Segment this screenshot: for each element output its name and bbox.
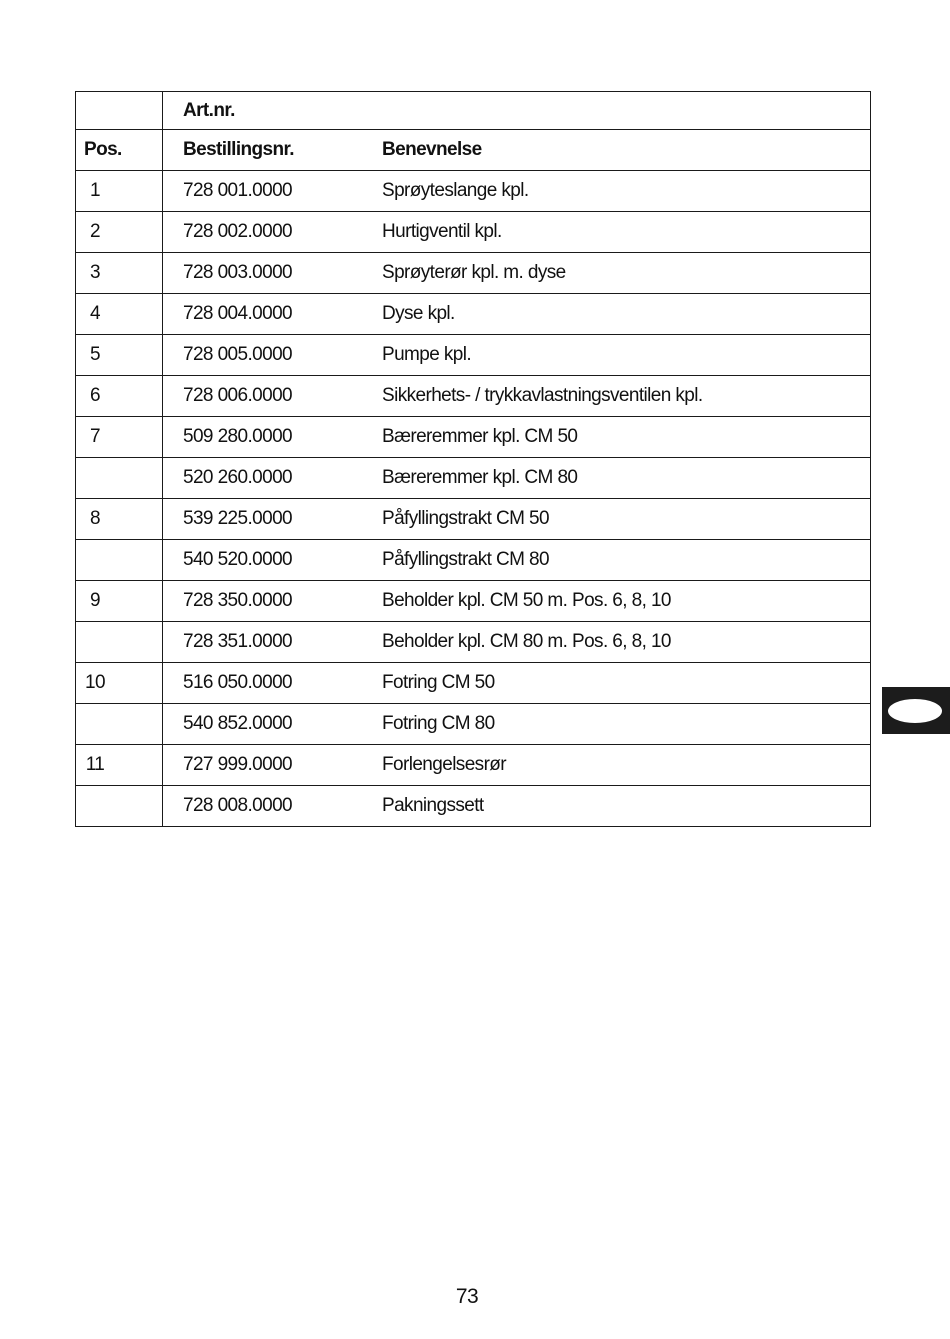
pos-cell bbox=[76, 745, 163, 786]
order-number: 516 050.0000 bbox=[183, 672, 293, 693]
table-row bbox=[76, 335, 871, 376]
parts-table-body bbox=[76, 92, 871, 827]
table-row bbox=[76, 622, 871, 663]
pos-cell bbox=[76, 335, 163, 376]
part-cell bbox=[163, 704, 871, 745]
part-description: Påfyllingstrakt CM 80 bbox=[382, 549, 549, 570]
header-empty-cell bbox=[76, 92, 163, 130]
part-cell bbox=[163, 581, 871, 622]
part-cell bbox=[163, 663, 871, 704]
pos-number: 2 bbox=[90, 221, 100, 242]
part-cell bbox=[163, 622, 871, 663]
part-cell bbox=[163, 540, 871, 581]
pos-number: 6 bbox=[90, 385, 100, 406]
header-artno-cell bbox=[163, 92, 871, 130]
part-description: Forlengelsesrør bbox=[382, 754, 507, 775]
part-cell bbox=[163, 499, 871, 540]
table-row bbox=[76, 417, 871, 458]
parts-table bbox=[75, 91, 871, 827]
table-row bbox=[76, 294, 871, 335]
order-number: 728 351.0000 bbox=[183, 631, 293, 652]
part-description: Sprøyteslange kpl. bbox=[382, 180, 529, 201]
header-pos-cell bbox=[76, 130, 163, 171]
header-pos-label: Pos. bbox=[84, 139, 122, 160]
order-number: 728 003.0000 bbox=[183, 262, 293, 283]
header-description-label: Benevnelse bbox=[382, 139, 482, 160]
order-number: 728 002.0000 bbox=[183, 221, 293, 242]
pos-number: 8 bbox=[90, 508, 100, 529]
pos-number: 10 bbox=[85, 672, 105, 693]
part-description: Bæreremmer kpl. CM 50 bbox=[382, 426, 578, 447]
order-number: 728 004.0000 bbox=[183, 303, 293, 324]
pos-cell bbox=[76, 622, 163, 663]
pos-cell bbox=[76, 663, 163, 704]
part-cell bbox=[163, 458, 871, 499]
header-columns-cell bbox=[163, 130, 871, 171]
table-row bbox=[76, 704, 871, 745]
table-row bbox=[76, 458, 871, 499]
order-number: 540 520.0000 bbox=[183, 549, 293, 570]
part-description: Beholder kpl. CM 50 m. Pos. 6, 8, 10 bbox=[382, 590, 671, 611]
header-artno-label: Art.nr. bbox=[183, 99, 235, 121]
part-description: Pumpe kpl. bbox=[382, 344, 472, 365]
pos-number: 7 bbox=[90, 426, 100, 447]
pos-number: 9 bbox=[90, 590, 100, 611]
pos-number: 5 bbox=[90, 344, 100, 365]
page-number: 73 bbox=[455, 1285, 479, 1308]
pos-number: 11 bbox=[85, 754, 105, 775]
order-number: 540 852.0000 bbox=[183, 713, 293, 734]
pos-number: 1 bbox=[90, 180, 100, 201]
order-number: 539 225.0000 bbox=[183, 508, 293, 529]
table-row bbox=[76, 663, 871, 704]
part-cell bbox=[163, 212, 871, 253]
part-description: Sikkerhets- / trykkavlastningsventilen kpl. bbox=[382, 385, 703, 406]
part-cell bbox=[163, 376, 871, 417]
part-description: Sprøyterør kpl. m. dyse bbox=[382, 262, 566, 283]
table-row bbox=[76, 171, 871, 212]
part-description: Fotring CM 50 bbox=[382, 672, 495, 693]
pos-cell bbox=[76, 376, 163, 417]
pos-cell bbox=[76, 786, 163, 827]
pos-cell bbox=[76, 499, 163, 540]
header-order-number-label: Bestillingsnr. bbox=[183, 139, 294, 160]
table-row bbox=[76, 786, 871, 827]
pos-cell bbox=[76, 581, 163, 622]
table-row bbox=[76, 212, 871, 253]
language-tab-marker bbox=[882, 687, 950, 734]
part-cell bbox=[163, 335, 871, 376]
pos-cell bbox=[76, 171, 163, 212]
pos-cell bbox=[76, 212, 163, 253]
part-cell bbox=[163, 253, 871, 294]
order-number: 728 006.0000 bbox=[183, 385, 293, 406]
part-description: Dyse kpl. bbox=[382, 303, 455, 324]
part-cell bbox=[163, 745, 871, 786]
part-description: Hurtigventil kpl. bbox=[382, 221, 502, 242]
part-cell bbox=[163, 417, 871, 458]
table-row bbox=[76, 253, 871, 294]
table-header-row-artno bbox=[76, 92, 871, 130]
pos-cell bbox=[76, 540, 163, 581]
pos-number: 4 bbox=[90, 303, 100, 324]
table-row bbox=[76, 581, 871, 622]
table-row bbox=[76, 540, 871, 581]
order-number: 509 280.0000 bbox=[183, 426, 293, 447]
part-description: Fotring CM 80 bbox=[382, 713, 495, 734]
table-row bbox=[76, 745, 871, 786]
order-number: 728 350.0000 bbox=[183, 590, 293, 611]
part-cell bbox=[163, 171, 871, 212]
pos-cell bbox=[76, 253, 163, 294]
part-description: Påfyllingstrakt CM 50 bbox=[382, 508, 549, 529]
part-cell bbox=[163, 786, 871, 827]
part-description: Beholder kpl. CM 80 m. Pos. 6, 8, 10 bbox=[382, 631, 671, 652]
order-number: 728 005.0000 bbox=[183, 344, 293, 365]
part-description: Pakningssett bbox=[382, 795, 484, 816]
order-number: 727 999.0000 bbox=[183, 754, 293, 775]
order-number: 728 001.0000 bbox=[183, 180, 293, 201]
pos-number: 3 bbox=[90, 262, 100, 283]
table-row bbox=[76, 499, 871, 540]
order-number: 728 008.0000 bbox=[183, 795, 293, 816]
part-cell bbox=[163, 294, 871, 335]
table-row bbox=[76, 376, 871, 417]
pos-cell bbox=[76, 294, 163, 335]
pos-cell bbox=[76, 704, 163, 745]
language-tab-oval bbox=[888, 699, 942, 723]
pos-cell bbox=[76, 458, 163, 499]
pos-cell bbox=[76, 417, 163, 458]
order-number: 520 260.0000 bbox=[183, 467, 293, 488]
part-description: Bæreremmer kpl. CM 80 bbox=[382, 467, 578, 488]
table-header-row-columns bbox=[76, 130, 871, 171]
